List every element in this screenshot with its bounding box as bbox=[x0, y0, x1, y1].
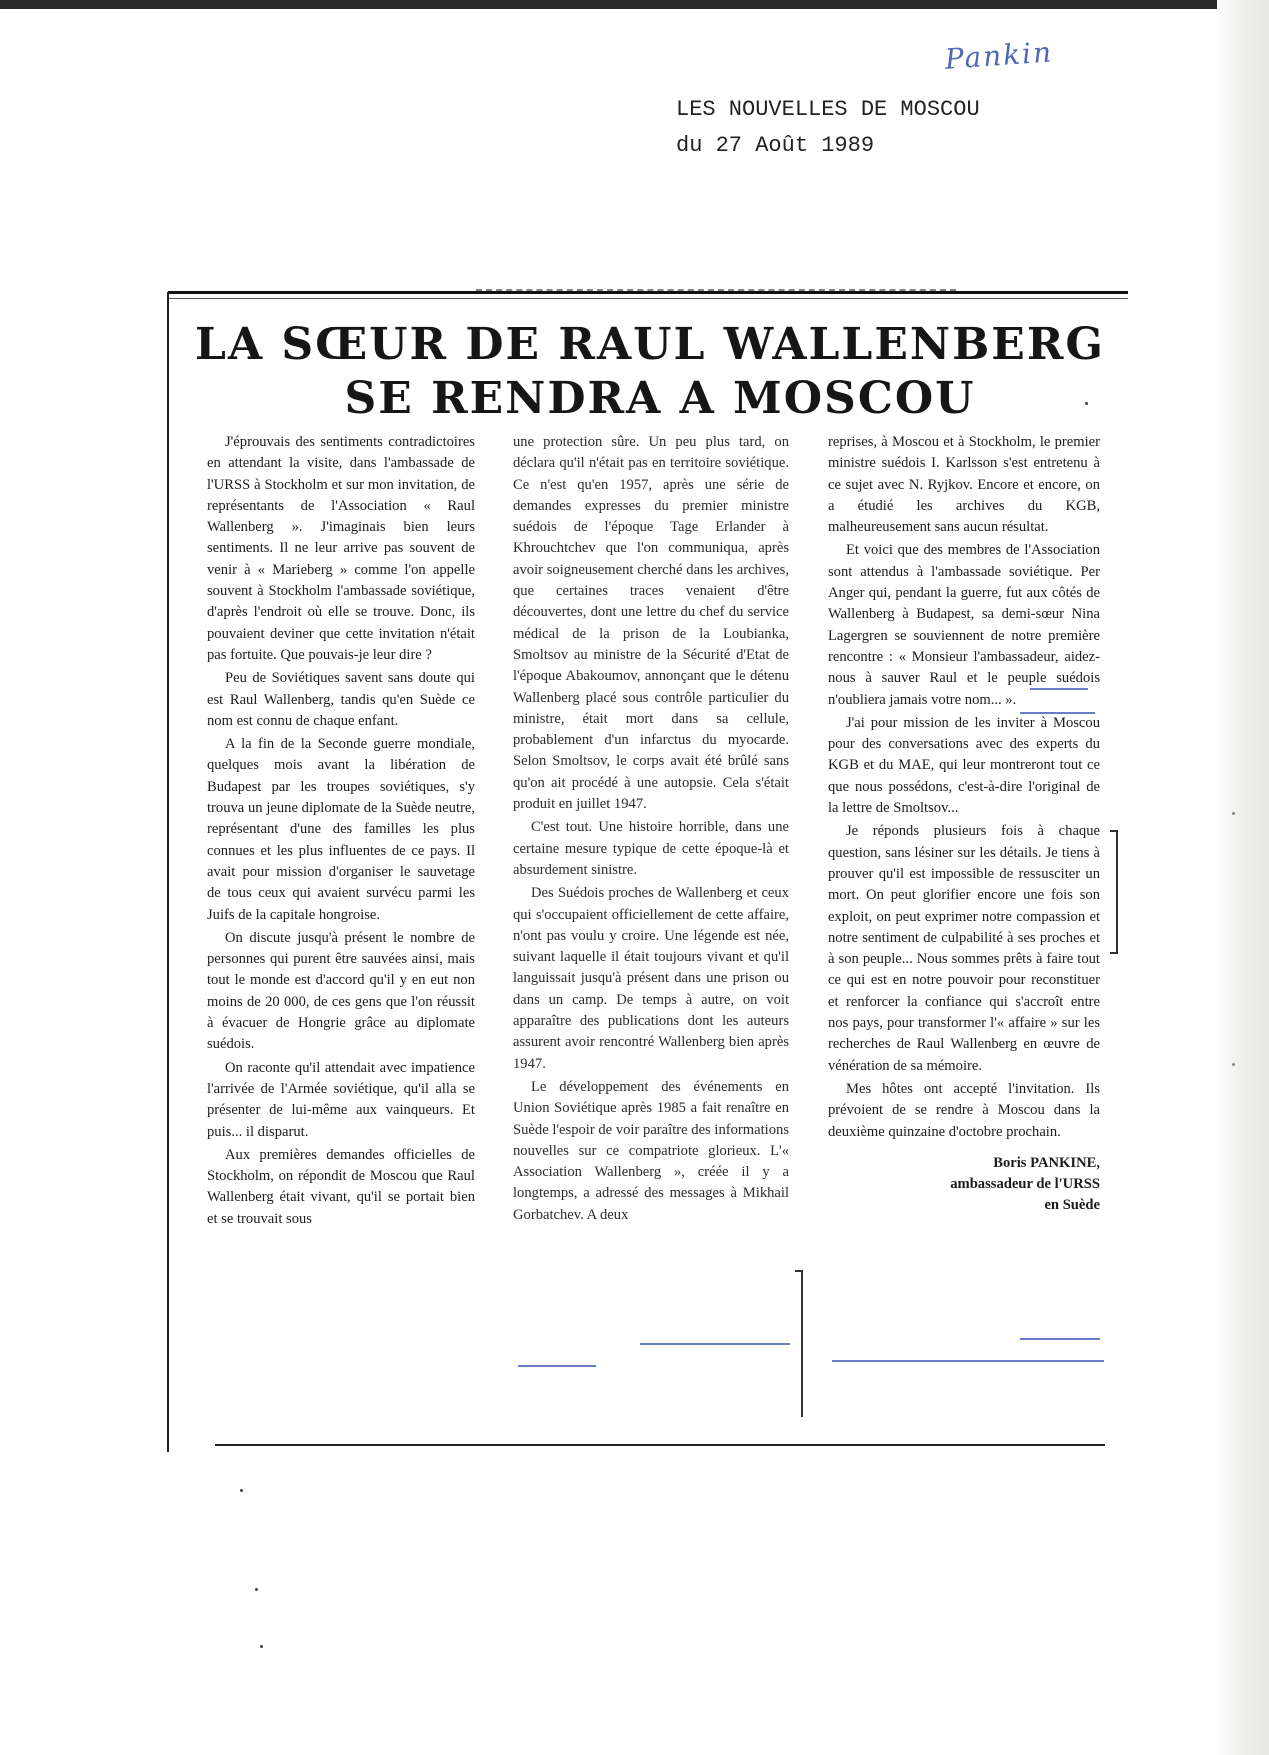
source-date: du 27 Août 1989 bbox=[676, 133, 875, 158]
headline-line-2: SE RENDRA A MOSCOU bbox=[344, 373, 976, 424]
pen-underline bbox=[1020, 1338, 1100, 1340]
paragraph: reprises, à Moscou et à Stockholm, le premier ministre suédois I. Karlsson s'est entretenu à ce sujet avec N. Ryjkov. Encore et encore, on a étudié les archives du KGB, malheureusement sans aucun résultat. bbox=[828, 434, 1100, 536]
article-column-3 bbox=[828, 432, 1100, 1422]
paragraph: Des Suédois proches de Wallenberg et ceux qui s'occupaient officiellement de cette affaire, n'ont pas voulu y croire. Une légende est née, suivant laquelle il était toujours vivant et qu'il languissait jusqu'à présent dans une prison ou dans un camp. De temps à autre, on voit apparaître des publications dont les auteurs assurent avoir rencontré Wallenberg bien après 1947. bbox=[513, 885, 789, 1072]
scan-speck bbox=[240, 1489, 243, 1492]
paragraph: Le développement des événements en Union Soviétique après 1985 a fait renaître en Suède l'espoir de voir paraître des informations nouvelles sur ce compatriote glorieux. L'« Association Wallenberg », créée il y a longtemps, a adressé des messages à Mikhail Gorbatchev. A deux bbox=[513, 1078, 789, 1223]
scan-top-edge bbox=[0, 0, 1269, 9]
margin-bracket bbox=[1110, 830, 1118, 954]
source-publication: LES NOUVELLES DE MOSCOU bbox=[676, 97, 980, 122]
author-place: en Suède bbox=[1044, 1197, 1100, 1214]
pen-underline bbox=[1020, 712, 1095, 714]
scan-speck bbox=[255, 1588, 258, 1591]
article-column-2 bbox=[513, 432, 789, 1422]
scan-speck bbox=[1232, 1063, 1235, 1066]
paragraph: On discute jusqu'à présent le nombre de personnes qui purent être sauvées ainsi, mais tout le monde est d'accord qu'il y en eut non moins de 20 000, de ces gens que l'on réussit à évacuer de Hongrie grâce au diplomate suédois. bbox=[207, 929, 475, 1053]
pen-underline bbox=[832, 1360, 1104, 1362]
author-signature-block bbox=[828, 1153, 1100, 1217]
article-column-1 bbox=[207, 432, 475, 1422]
handwritten-signature: Pankin bbox=[943, 35, 1055, 76]
paragraph: une protection sûre. Un peu plus tard, on déclara qu'il n'était pas en territoire soviétique. Ce n'est qu'en 1957, après une série de demandes expresses du premier ministre suédois de l'époque Tage Erlander à Khrouchtchev que l'on communiqua, après avoir soigneusement cherché dans les archives, que certaines traces venaient d'être découvertes, dont une lettre du chef du service médical de la prison de la Loubianka, Smoltsov au ministre de la Sécurité d'Etat de l'époque Abakoumov, annonçant que le détenu Wallenberg placé sous contrôle particulier du ministre, était mort dans sa cellule, probablement d'un infarctus du myocarde. Selon Smoltsov, le corps avait été brûlé sans qu'on ait procédé à une autopsie. Cela s'était produit en juillet 1947. bbox=[513, 434, 789, 813]
author-name: Boris PANKINE, bbox=[993, 1154, 1100, 1171]
scan-speck bbox=[1085, 402, 1088, 405]
paragraph: J'éprouvais des sentiments contradictoires en attendant la visite, dans l'ambassade de l'URSS à Stockholm et sur mon invitation, de représentants de l'Association « Raul Wallenberg ». J'imaginais bien leurs sentiments. Il ne leur arrive pas souvent de venir à « Marieberg » comme l'on appelle souvent à Stockholm l'ambassade soviétique, d'après l'endroit où elle se trouve. Donc, ils pouvaient deviner que cette invitation n'était pas fortuite. Que pouvais-je leur dire ? bbox=[207, 434, 475, 663]
scan-speck bbox=[260, 1645, 263, 1648]
paragraph: Peu de Soviétiques savent sans doute qui est Raul Wallenberg, tandis qu'en Suède ce nom est connu de chaque enfant. bbox=[207, 670, 475, 729]
paragraph: Mes hôtes ont accepté l'invitation. Ils prévoient de se rendre à Moscou dans la deuxième quinzaine d'octobre prochain. bbox=[828, 1080, 1100, 1140]
paragraph: Et voici que des membres de l'Association sont attendus à l'ambassade soviétique. Per Anger qui, pendant la guerre, fut aux côtés de Wallenberg à Budapest, sa demi-sœur Nina Lagergren se souviennent de notre première rencontre : « Monsieur l'ambassadeur, aidez-nous à sauver Raul et le peuple suédois n'oubliera jamais votre nom... ». bbox=[828, 542, 1100, 708]
source-header bbox=[676, 92, 1076, 164]
clipping-top-rule bbox=[168, 291, 1128, 294]
clipping-bottom-rule bbox=[215, 1444, 1105, 1446]
paragraph: On raconte qu'il attendait avec impatience l'arrivée de l'Armée soviétique, qu'il alla se présenter de lui-même aux vainqueurs. Et puis... il disparut. bbox=[207, 1059, 475, 1140]
paragraph: Je réponds plusieurs fois à chaque question, sans lésiner sur les détails. Je tiens à prouver qu'il est impossible de ressusciter un mort. On peut glorifier encore une fois son exploit, on peut exprimer notre compassion et notre sentiment de culpabilité à ses proches et à son peuple... Nous sommes prêts à faire tout ce qui est en notre pouvoir pour reconstituer et renforcer la confiance qui s'accroît entre nos pays, pour transformer l'« affaire » sur les recherches de Raul Wallenberg en œuvre de vénération de sa mémoire. bbox=[828, 823, 1100, 1074]
margin-bracket bbox=[795, 1270, 803, 1417]
pen-underline bbox=[518, 1365, 596, 1367]
paragraph: A la fin de la Seconde guerre mondiale, quelques mois avant la libération de Budapest par les troupes soviétiques, s'y trouva un jeune diplomate de la Suède neutre, représentant d'une des familles les plus connues et les plus influentes de ce pays. Il avait pour mission d'organiser le sauvetage de tous ceux qui avaient survécu parmi les Juifs de la capitale hongroise. bbox=[207, 736, 475, 923]
scan-right-shadow bbox=[1217, 0, 1269, 1755]
article-headline bbox=[190, 318, 1110, 426]
paragraph: J'ai pour mission de les inviter à Moscou pour des conversations avec des experts du KGB et du MAE, qui leur montreront tout ce que nous possédons, c'est-à-dire l'original de la lettre de Smoltsov... bbox=[828, 714, 1100, 817]
paragraph: C'est tout. Une histoire horrible, dans une certaine mesure typique de cette époque-là et absurdement sinistre. bbox=[513, 819, 789, 878]
paragraph: Aux premières demandes officielles de Stockholm, on répondit de Moscou que Raul Wallenberg était vivant, qu'il se portait bien et se trouvait sous bbox=[207, 1146, 475, 1227]
clipping-torn-edge bbox=[476, 281, 956, 291]
author-title: ambassadeur de l'URSS bbox=[950, 1176, 1100, 1193]
pen-underline bbox=[640, 1343, 790, 1345]
scan-speck bbox=[1232, 812, 1235, 815]
clipping-left-edge bbox=[167, 292, 169, 1452]
pen-underline bbox=[1030, 688, 1088, 690]
headline-line-1: LA SŒUR DE RAUL WALLENBERG bbox=[195, 319, 1105, 370]
clipping-top-rule-thin bbox=[168, 298, 1128, 299]
